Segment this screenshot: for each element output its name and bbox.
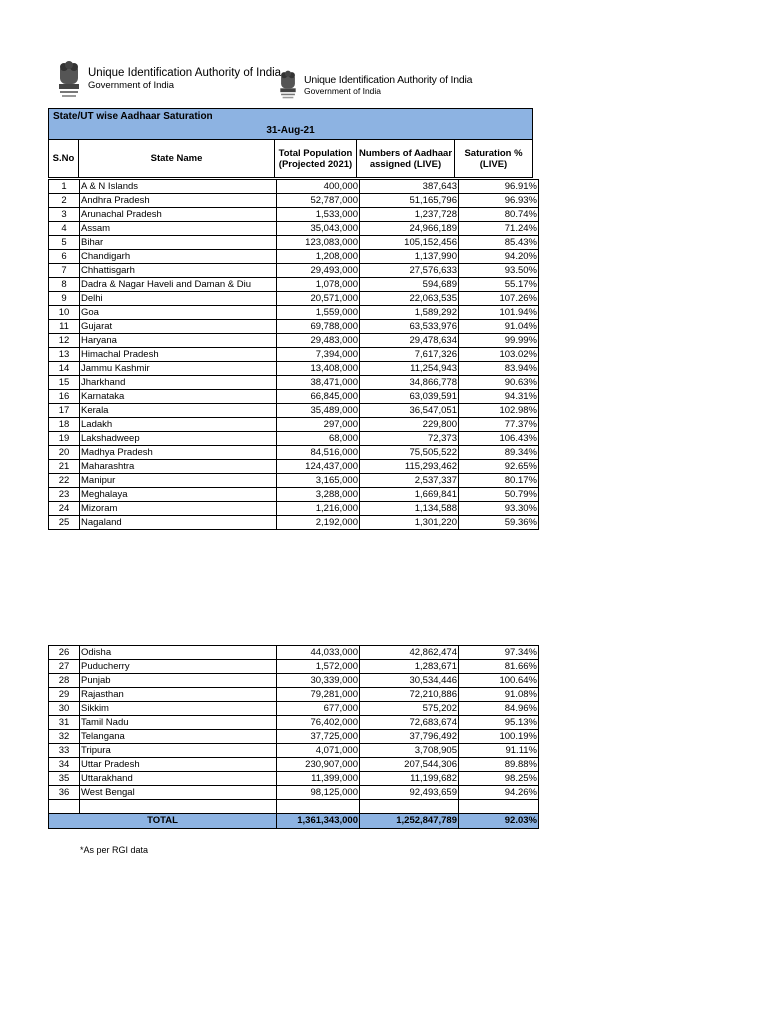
- cell-population: 124,437,000: [277, 460, 360, 474]
- cell-sno: 18: [49, 418, 80, 432]
- cell-aadhaar: 72,683,674: [360, 716, 459, 730]
- cell-sno: 28: [49, 674, 80, 688]
- cell-saturation: 95.13%: [459, 716, 539, 730]
- cell-saturation: 94.20%: [459, 250, 539, 264]
- cell-population: 98,125,000: [277, 786, 360, 800]
- cell-state: Goa: [80, 306, 277, 320]
- cell-saturation: 80.17%: [459, 474, 539, 488]
- cell-state: Jharkhand: [80, 376, 277, 390]
- cell-state: Sikkim: [80, 702, 277, 716]
- cell-population: 297,000: [277, 418, 360, 432]
- table-row: [49, 250, 539, 264]
- cell-saturation: 94.31%: [459, 390, 539, 404]
- cell-saturation: 100.19%: [459, 730, 539, 744]
- cell-saturation: 90.63%: [459, 376, 539, 390]
- cell-population: 1,208,000: [277, 250, 360, 264]
- cell-population: 66,845,000: [277, 390, 360, 404]
- cell-population: 7,394,000: [277, 348, 360, 362]
- cell-aadhaar: 229,800: [360, 418, 459, 432]
- table-row: [49, 390, 539, 404]
- saturation-table-part2: [48, 645, 539, 829]
- cell-saturation: 77.37%: [459, 418, 539, 432]
- cell-aadhaar: 3,708,905: [360, 744, 459, 758]
- cell-sno: 10: [49, 306, 80, 320]
- cell-state: Maharashtra: [80, 460, 277, 474]
- cell-aadhaar: 387,643: [360, 180, 459, 194]
- cell-aadhaar: 1,237,728: [360, 208, 459, 222]
- cell-aadhaar: 11,254,943: [360, 362, 459, 376]
- col-header-aadhaar: Numbers of Aadhaar assigned (LIVE): [357, 140, 455, 177]
- cell-sno: 26: [49, 646, 80, 660]
- logo-subtitle: Government of India: [88, 80, 175, 91]
- cell-population: 69,788,000: [277, 320, 360, 334]
- logo-title: Unique Identification Authority of India: [88, 67, 282, 79]
- cell-population: 4,071,000: [277, 744, 360, 758]
- cell-aadhaar: 27,576,633: [360, 264, 459, 278]
- table-row: [49, 376, 539, 390]
- cell-sno: 14: [49, 362, 80, 376]
- cell-aadhaar: 2,537,337: [360, 474, 459, 488]
- cell-state: Tripura: [80, 744, 277, 758]
- cell-state: West Bengal: [80, 786, 277, 800]
- cell-saturation: 92.65%: [459, 460, 539, 474]
- cell-sno: 27: [49, 660, 80, 674]
- cell-aadhaar: 36,547,051: [360, 404, 459, 418]
- cell-state: A & N Islands: [80, 180, 277, 194]
- cell-aadhaar: 29,478,634: [360, 334, 459, 348]
- cell-population: 68,000: [277, 432, 360, 446]
- total-row: [49, 814, 539, 829]
- cell-population: 38,471,000: [277, 376, 360, 390]
- uidai-logo: [56, 60, 281, 102]
- cell-state: Kerala: [80, 404, 277, 418]
- table-row: [49, 348, 539, 362]
- table-row: [49, 208, 539, 222]
- cell-sno: 22: [49, 474, 80, 488]
- cell-aadhaar: 22,063,535: [360, 292, 459, 306]
- cell-aadhaar: 75,505,522: [360, 446, 459, 460]
- cell-aadhaar: 30,534,446: [360, 674, 459, 688]
- cell-sno: 3: [49, 208, 80, 222]
- cell-aadhaar: 105,152,456: [360, 236, 459, 250]
- table-row: [49, 362, 539, 376]
- total-label: TOTAL: [49, 814, 277, 829]
- cell-sno: 7: [49, 264, 80, 278]
- cell-aadhaar: 575,202: [360, 702, 459, 716]
- cell-state: Jammu Kashmir: [80, 362, 277, 376]
- cell-sno: 33: [49, 744, 80, 758]
- table-row: [49, 320, 539, 334]
- cell-sno: 13: [49, 348, 80, 362]
- cell-aadhaar: 63,533,976: [360, 320, 459, 334]
- cell-population: 677,000: [277, 702, 360, 716]
- cell-state: Madhya Pradesh: [80, 446, 277, 460]
- table-row: [49, 744, 539, 758]
- table-row: [49, 730, 539, 744]
- cell-population: 1,533,000: [277, 208, 360, 222]
- cell-saturation: 97.34%: [459, 646, 539, 660]
- cell-saturation: 93.50%: [459, 264, 539, 278]
- cell-sno: 30: [49, 702, 80, 716]
- cell-state: Ladakh: [80, 418, 277, 432]
- cell-population: 230,907,000: [277, 758, 360, 772]
- cell-aadhaar: 594,689: [360, 278, 459, 292]
- table-row: [49, 334, 539, 348]
- cell-saturation: 106.43%: [459, 432, 539, 446]
- cell-saturation: 93.30%: [459, 502, 539, 516]
- table-row: [49, 180, 539, 194]
- table-row: [49, 702, 539, 716]
- saturation-table-part1: [48, 179, 539, 530]
- table-row: [49, 460, 539, 474]
- cell-population: 84,516,000: [277, 446, 360, 460]
- cell-state: Lakshadweep: [80, 432, 277, 446]
- cell-population: 35,489,000: [277, 404, 360, 418]
- cell-aadhaar: 115,293,462: [360, 460, 459, 474]
- cell-sno: 4: [49, 222, 80, 236]
- cell-saturation: 91.08%: [459, 688, 539, 702]
- report-title: State/UT wise Aadhaar Saturation: [53, 111, 213, 122]
- cell-state: Meghalaya: [80, 488, 277, 502]
- cell-aadhaar: 24,966,189: [360, 222, 459, 236]
- cell-state: Chhattisgarh: [80, 264, 277, 278]
- cell-saturation: 80.74%: [459, 208, 539, 222]
- cell-sno: 2: [49, 194, 80, 208]
- cell-state: Andhra Pradesh: [80, 194, 277, 208]
- cell-population: 1,559,000: [277, 306, 360, 320]
- cell-saturation: 84.96%: [459, 702, 539, 716]
- cell-sno: 20: [49, 446, 80, 460]
- cell-state: Puducherry: [80, 660, 277, 674]
- cell-population: 2,192,000: [277, 516, 360, 530]
- cell-saturation: 102.98%: [459, 404, 539, 418]
- cell-population: 20,571,000: [277, 292, 360, 306]
- cell-state: Rajasthan: [80, 688, 277, 702]
- cell-sno: 25: [49, 516, 80, 530]
- cell-state: Mizoram: [80, 502, 277, 516]
- cell-state: Haryana: [80, 334, 277, 348]
- cell-population: 29,483,000: [277, 334, 360, 348]
- cell-saturation: 85.43%: [459, 236, 539, 250]
- cell-sno: 6: [49, 250, 80, 264]
- table-row: [49, 502, 539, 516]
- cell-sno: 8: [49, 278, 80, 292]
- cell-sno: 31: [49, 716, 80, 730]
- cell-population: 400,000: [277, 180, 360, 194]
- cell-population: 44,033,000: [277, 646, 360, 660]
- cell-sno: 35: [49, 772, 80, 786]
- cell-saturation: 107.26%: [459, 292, 539, 306]
- cell-state: Himachal Pradesh: [80, 348, 277, 362]
- col-header-state: State Name: [79, 140, 275, 177]
- cell-state: Manipur: [80, 474, 277, 488]
- cell-aadhaar: 72,373: [360, 432, 459, 446]
- cell-state: Odisha: [80, 646, 277, 660]
- cell-sno: 23: [49, 488, 80, 502]
- logo-subtitle: Government of India: [304, 86, 382, 96]
- cell-saturation: 96.91%: [459, 180, 539, 194]
- cell-sno: 16: [49, 390, 80, 404]
- cell-saturation: 81.66%: [459, 660, 539, 674]
- table-row: [49, 236, 539, 250]
- table-row: [49, 264, 539, 278]
- table-row: [49, 772, 539, 786]
- cell-state: Arunachal Pradesh: [80, 208, 277, 222]
- cell-saturation: 83.94%: [459, 362, 539, 376]
- table-row: [49, 418, 539, 432]
- cell-sno: 19: [49, 432, 80, 446]
- column-headers: [48, 139, 533, 178]
- cell-aadhaar: 1,301,220: [360, 516, 459, 530]
- cell-state: Uttarakhand: [80, 772, 277, 786]
- cell-state: Bihar: [80, 236, 277, 250]
- table-row: [49, 516, 539, 530]
- cell-sno: 17: [49, 404, 80, 418]
- table-row: [49, 278, 539, 292]
- cell-state: Telangana: [80, 730, 277, 744]
- cell-population: 123,083,000: [277, 236, 360, 250]
- table-row-blank: [49, 800, 539, 814]
- cell-saturation: 91.04%: [459, 320, 539, 334]
- table-row: [49, 432, 539, 446]
- cell-population: 37,725,000: [277, 730, 360, 744]
- cell-aadhaar: 34,866,778: [360, 376, 459, 390]
- cell-population: 52,787,000: [277, 194, 360, 208]
- table-row: [49, 194, 539, 208]
- cell-saturation: 94.26%: [459, 786, 539, 800]
- cell-aadhaar: 1,283,671: [360, 660, 459, 674]
- cell-population: 35,043,000: [277, 222, 360, 236]
- cell-population: 30,339,000: [277, 674, 360, 688]
- cell-saturation: 59.36%: [459, 516, 539, 530]
- cell-saturation: 98.25%: [459, 772, 539, 786]
- cell-state: Karnataka: [80, 390, 277, 404]
- table-row: [49, 404, 539, 418]
- cell-sno: 21: [49, 460, 80, 474]
- table-row: [49, 292, 539, 306]
- cell-aadhaar: 1,589,292: [360, 306, 459, 320]
- cell-saturation: 89.88%: [459, 758, 539, 772]
- cell-aadhaar: 1,669,841: [360, 488, 459, 502]
- footnote: *As per RGI data: [80, 845, 149, 855]
- cell-aadhaar: 72,210,886: [360, 688, 459, 702]
- total-population: 1,361,343,000: [277, 814, 360, 829]
- cell-state: Punjab: [80, 674, 277, 688]
- cell-saturation: 96.93%: [459, 194, 539, 208]
- cell-saturation: 99.99%: [459, 334, 539, 348]
- cell-sno: 1: [49, 180, 80, 194]
- cell-saturation: 103.02%: [459, 348, 539, 362]
- cell-population: 1,078,000: [277, 278, 360, 292]
- table-row: [49, 446, 539, 460]
- total-saturation: 92.03%: [459, 814, 539, 829]
- table-row: [49, 688, 539, 702]
- cell-aadhaar: 7,617,326: [360, 348, 459, 362]
- cell-sno: 29: [49, 688, 80, 702]
- cell-state: Delhi: [80, 292, 277, 306]
- table-row: [49, 674, 539, 688]
- cell-sno: 24: [49, 502, 80, 516]
- cell-state: Assam: [80, 222, 277, 236]
- cell-population: 76,402,000: [277, 716, 360, 730]
- cell-sno: 12: [49, 334, 80, 348]
- cell-population: 1,216,000: [277, 502, 360, 516]
- total-aadhaar: 1,252,847,789: [360, 814, 459, 829]
- cell-aadhaar: 42,862,474: [360, 646, 459, 660]
- cell-sno: 15: [49, 376, 80, 390]
- report-date: 31-Aug-21: [266, 125, 315, 136]
- cell-state: Uttar Pradesh: [80, 758, 277, 772]
- col-header-population: Total Population (Projected 2021): [275, 140, 357, 177]
- table-row: [49, 646, 539, 660]
- cell-saturation: 71.24%: [459, 222, 539, 236]
- cell-saturation: 55.17%: [459, 278, 539, 292]
- cell-population: 13,408,000: [277, 362, 360, 376]
- uidai-logo-secondary: [278, 68, 472, 104]
- cell-aadhaar: 51,165,796: [360, 194, 459, 208]
- table-row: [49, 306, 539, 320]
- cell-sno: 5: [49, 236, 80, 250]
- table-row: [49, 474, 539, 488]
- cell-aadhaar: 11,199,682: [360, 772, 459, 786]
- cell-population: 3,288,000: [277, 488, 360, 502]
- cell-population: 1,572,000: [277, 660, 360, 674]
- cell-saturation: 91.11%: [459, 744, 539, 758]
- national-emblem-icon: [56, 60, 82, 102]
- cell-sno: 36: [49, 786, 80, 800]
- cell-state: Chandigarh: [80, 250, 277, 264]
- cell-population: 29,493,000: [277, 264, 360, 278]
- cell-aadhaar: 207,544,306: [360, 758, 459, 772]
- cell-population: 3,165,000: [277, 474, 360, 488]
- logo-title: Unique Identification Authority of India: [304, 74, 473, 86]
- cell-saturation: 89.34%: [459, 446, 539, 460]
- cell-state: Gujarat: [80, 320, 277, 334]
- cell-sno: 32: [49, 730, 80, 744]
- table-row: [49, 488, 539, 502]
- cell-aadhaar: 92,493,659: [360, 786, 459, 800]
- cell-state: Nagaland: [80, 516, 277, 530]
- cell-aadhaar: 1,137,990: [360, 250, 459, 264]
- cell-saturation: 50.79%: [459, 488, 539, 502]
- table-row: [49, 786, 539, 800]
- table-row: [49, 716, 539, 730]
- cell-sno: 34: [49, 758, 80, 772]
- cell-saturation: 100.64%: [459, 674, 539, 688]
- national-emblem-icon: [278, 68, 298, 104]
- cell-sno: 11: [49, 320, 80, 334]
- cell-population: 79,281,000: [277, 688, 360, 702]
- cell-aadhaar: 1,134,588: [360, 502, 459, 516]
- cell-sno: 9: [49, 292, 80, 306]
- table-row: [49, 758, 539, 772]
- col-header-saturation: Saturation % (LIVE): [464, 147, 523, 170]
- cell-aadhaar: 63,039,591: [360, 390, 459, 404]
- cell-population: 11,399,000: [277, 772, 360, 786]
- cell-state: Tamil Nadu: [80, 716, 277, 730]
- cell-aadhaar: 37,796,492: [360, 730, 459, 744]
- cell-saturation: 101.94%: [459, 306, 539, 320]
- cell-state: Dadra & Nagar Haveli and Daman & Diu: [80, 278, 277, 292]
- col-header-sno: S.No: [49, 140, 79, 177]
- table-row: [49, 660, 539, 674]
- table-row: [49, 222, 539, 236]
